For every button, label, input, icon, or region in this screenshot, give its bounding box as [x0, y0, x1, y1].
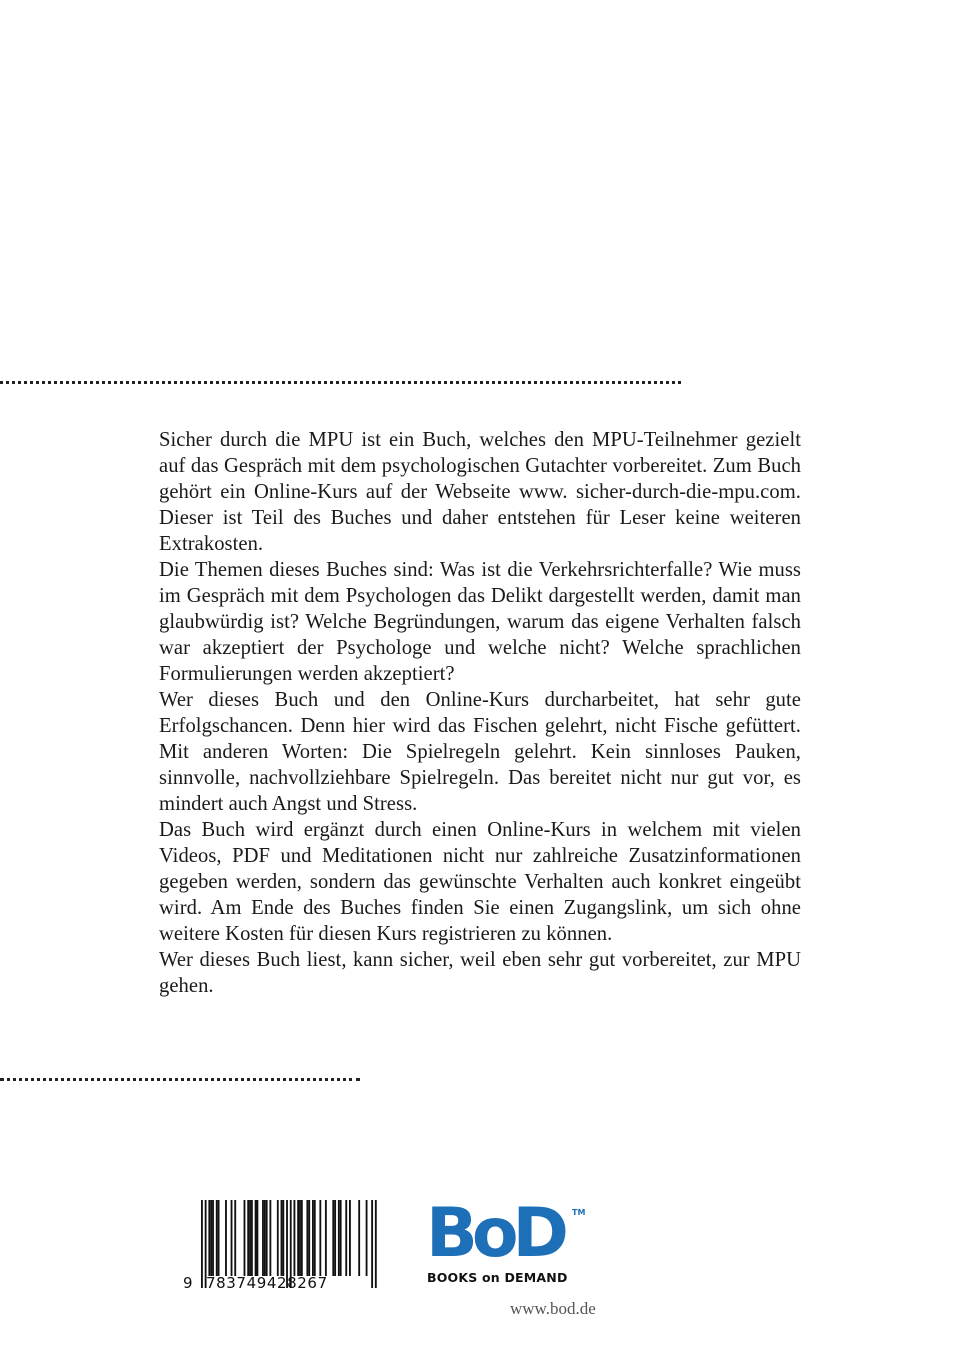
barcode-bar: [375, 1200, 377, 1288]
bod-trademark: TM: [572, 1208, 586, 1217]
bod-logo: [426, 1194, 596, 1290]
barcode-bar: [319, 1200, 321, 1276]
bottom-dotted-divider: [0, 1078, 360, 1081]
barcode-bar: [325, 1200, 327, 1276]
blurb-paragraph-4: Das Buch wird ergänzt durch einen Online-Kurs in welchem mit vielen Videos, PDF und Meditationen nicht nur zahlreiche Zusatzinformationen gegeben werden, sondern das gewünschte Verhalten auch konkret eingeübt wird. Am Ende des Buches finden Sie einen Zugangslink, um sich ohne weitere Kosten für diesen Kurs registrieren zu können.: [159, 819, 801, 945]
barcode-bar: [332, 1200, 334, 1276]
barcode-bar: [349, 1200, 351, 1276]
barcode-bar: [314, 1200, 316, 1276]
barcode-bar: [301, 1200, 303, 1276]
bod-logo-mark: BoD: [426, 1194, 563, 1273]
barcode-bar: [244, 1200, 246, 1276]
blurb-paragraph-1: Sicher durch die MPU ist ein Buch, welches den MPU-Teilnehmer gezielt auf das Gespräch mit dem psychologischen Gutachter vorbereitet. Zum Buch gehört ein Online-Kurs auf der Webseite www. sicher-durch-die-mpu.com. Dieser ist Teil des Buches und daher entstehen für Leser keine weiteren Extrakosten.: [159, 429, 801, 555]
barcode-remaining-digits: 783749428267: [206, 1274, 328, 1292]
barcode-bar: [281, 1200, 283, 1276]
barcode-bar: [366, 1200, 368, 1276]
publisher-url: www.bod.de: [510, 1299, 596, 1318]
barcode-bar: [282, 1200, 284, 1276]
barcode-bar: [294, 1200, 296, 1276]
barcode-bar: [306, 1200, 308, 1276]
barcode-bar: [225, 1200, 227, 1276]
barcode-bar: [218, 1200, 220, 1276]
barcode-bar: [334, 1200, 336, 1276]
barcode-bar: [262, 1200, 264, 1276]
barcode-bar: [340, 1200, 342, 1276]
barcode-bar: [345, 1200, 347, 1276]
isbn-barcode: [181, 1200, 381, 1292]
barcode-bar: [269, 1200, 271, 1276]
barcode-bar: [277, 1200, 279, 1276]
barcode-bar: [212, 1200, 214, 1276]
barcode-first-digit: 9: [183, 1274, 194, 1292]
barcode-bar: [251, 1200, 253, 1276]
barcode-bar: [257, 1200, 259, 1276]
barcode-bar: [264, 1200, 266, 1276]
blurb-paragraph-5: Wer dieses Buch liest, kann sicher, weil eben sehr gut vorbereitet, zur MPU gehen.: [159, 949, 801, 997]
barcode-bar: [255, 1200, 257, 1276]
barcode-bar: [371, 1200, 373, 1288]
barcode-bar: [299, 1200, 301, 1276]
barcode-bar: [247, 1200, 249, 1276]
top-dotted-divider: [0, 381, 681, 384]
barcode-bar: [308, 1200, 310, 1276]
blurb-paragraph-3: Wer dieses Buch und den Online-Kurs durcharbeitet, hat sehr gute Erfolgschancen. Denn hier wird das Fischen gelehrt, nicht Fische gefüttert. Mit anderen Worten: Die Spielregeln gelehrt. Kein sinnloses Pauken, sinnvolle, nachvollziehbare Spielregeln. Das bereitet nicht nur gut vor, es mindert auch Angst und Stress.: [159, 689, 801, 815]
bod-tagline: BOOKS on DEMAND: [427, 1270, 568, 1285]
barcode-bar: [231, 1200, 233, 1276]
barcode-bar: [338, 1200, 340, 1276]
barcode-bar: [266, 1200, 268, 1276]
barcode-bar: [216, 1200, 218, 1276]
barcode-bar: [201, 1200, 203, 1288]
barcode-bar: [208, 1200, 210, 1276]
barcode-bar: [312, 1200, 314, 1276]
barcode-bar: [234, 1200, 236, 1276]
back-cover-blurb: [159, 427, 801, 999]
barcode-bar: [210, 1200, 212, 1276]
blurb-paragraph-2: Die Themen dieses Buches sind: Was ist die Verkehrsrichterfalle? Wie muss im Gespräch mit dem Psychologen das Delikt dargestellt werden, damit man glaubwürdig ist? Welche Begründungen, warum das eigene Verhalten falsch war akzeptiert der Psychologe und welche nicht? Welche sprachlichen Formulierungen werden akzeptiert?: [159, 559, 801, 685]
barcode-bar: [358, 1200, 360, 1276]
barcode-bar: [249, 1200, 251, 1276]
barcode-bar: [297, 1200, 299, 1276]
